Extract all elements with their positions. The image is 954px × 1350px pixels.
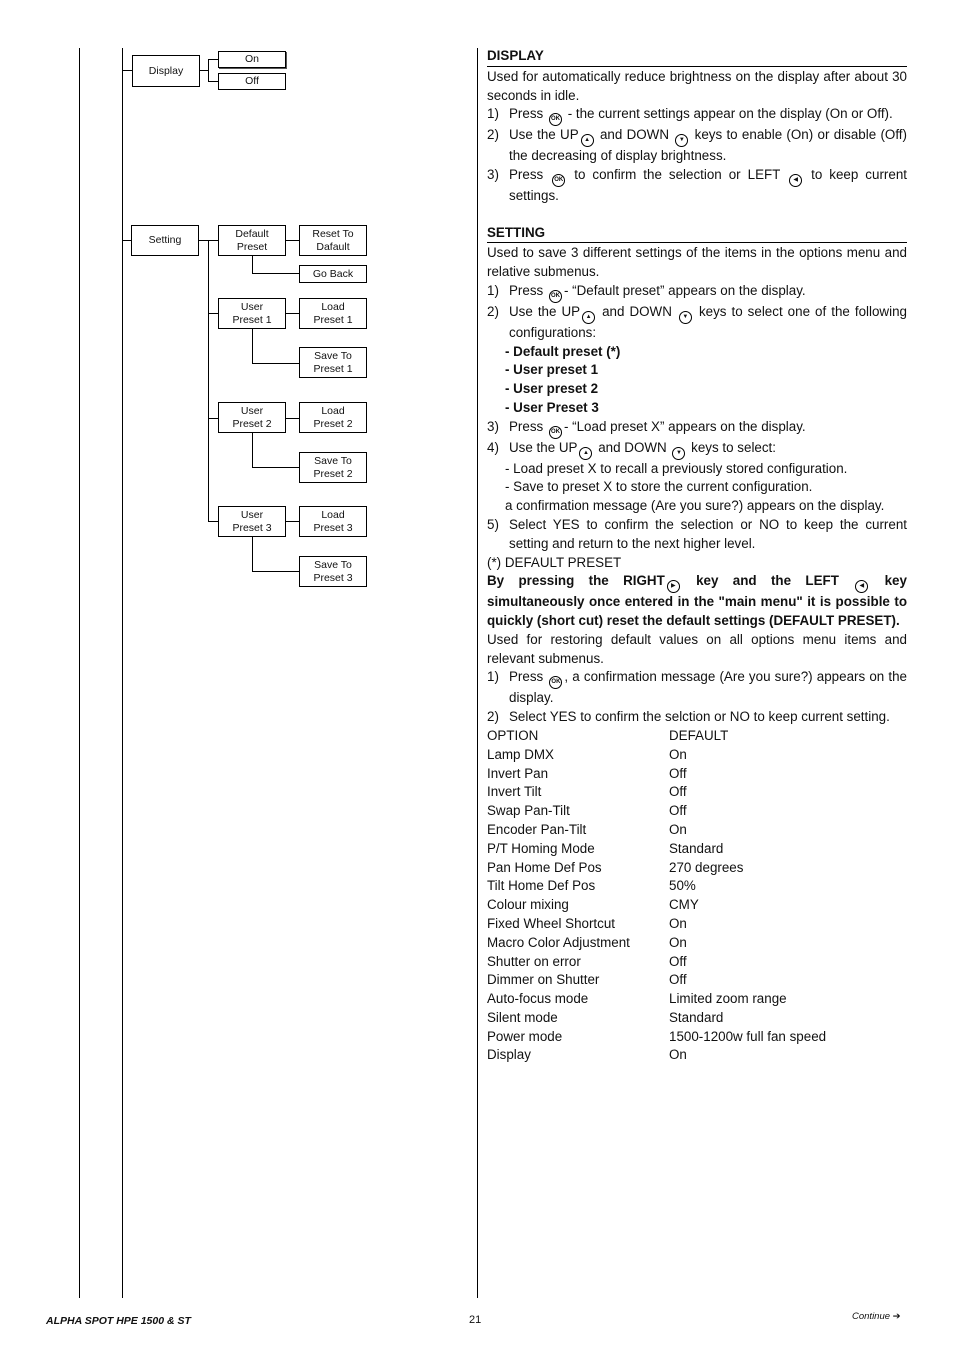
table-row [487,971,907,990]
table-row [487,953,907,972]
down-arrow-icon: ▼ [672,447,685,460]
connector [252,433,253,467]
restore-step-2 [487,708,907,727]
table-cell-option: Macro Color Adjustment [487,934,630,950]
restore-intro: Used for restoring default values on all options menu items and relevant submenus. [487,631,907,666]
step-text: Use the UP [509,303,581,319]
step-text: - “Default preset” appears on the display. [563,283,806,299]
step-text: to confirm the selection or LEFT [574,166,781,182]
step-number: 5) [487,516,499,532]
step-text: keys to select: [691,439,776,455]
step-text: and DOWN [598,439,667,455]
connector [208,240,209,522]
menu-node-default-preset: Default Preset [218,225,286,256]
menu-node-user-preset-1: User Preset 1 [218,298,286,329]
setting-heading: SETTING [487,224,907,244]
menu-node-display-on: On [218,51,286,68]
step-4-option: - Save to preset X to store the current configuration. [505,479,813,495]
connector [252,329,253,363]
table-row [487,1046,907,1065]
table-cell-option: Silent mode [487,1009,558,1025]
menu-node-go-back: Go Back [299,265,367,283]
table-cell-option: Fixed Wheel Shortcut [487,915,616,931]
connector [286,240,299,241]
step-number: 2) [487,303,499,319]
column-divider [477,48,478,1298]
down-arrow-icon: ▼ [675,134,688,147]
ok-button-icon: OK [549,290,562,303]
table-row [487,896,907,915]
table-cell-option: Pan Home Def Pos [487,859,602,875]
margin-rule-left [79,48,80,1298]
menu-node-user-preset-3: User Preset 3 [218,506,286,537]
table-cell-default: On [669,1047,687,1063]
table-cell-default: On [669,746,687,762]
ok-button-icon: OK [549,113,562,126]
table-cell-default: On [669,915,687,931]
config-option: - Default preset (*) [505,343,621,359]
table-row [487,765,907,784]
step-text: to keep current settings. [509,166,907,203]
step-text: Use the UP [509,439,578,455]
connector [252,537,253,571]
step-number: 2) [487,127,499,143]
table-row [487,821,907,840]
config-option: - User Preset 3 [505,400,599,416]
setting-step-3 [487,418,907,439]
continue-label: Continue ➔ [852,1311,901,1322]
setting-step-1 [487,282,907,303]
table-cell-option: Colour mixing [487,897,569,913]
restore-step-1 [487,668,907,708]
connector [286,313,299,314]
setting-intro: Used to save 3 different settings of the items in the options menu and relative submenus. [487,245,907,280]
up-arrow-icon: ▲ [582,311,595,324]
shortcut-note [487,572,907,630]
table-header [487,727,907,746]
menu-node-save-to-preset-2: Save To Preset 2 [299,452,367,483]
table-cell-option: Tilt Home Def Pos [487,878,596,894]
table-row [487,934,907,953]
setting-step-5 [487,516,907,554]
menu-node-save-to-preset-1: Save To Preset 1 [299,347,367,378]
product-name: ALPHA SPOT HPE 1500 & ST [46,1315,191,1327]
margin-rule-tree [122,48,123,1298]
menu-node-setting: Setting [131,225,199,256]
step-text: and DOWN [599,127,669,143]
table-row [487,802,907,821]
display-step-2 [487,126,907,166]
table-cell-option: P/T Homing Mode [487,840,595,856]
table-cell-default: Off [669,803,687,819]
step-number: 4) [487,439,499,455]
table-row [487,840,907,859]
up-arrow-icon: ▲ [579,447,592,460]
setting-step-4 [487,439,907,460]
step-4-note: a confirmation message (Are you sure?) appears on the display. [505,498,885,514]
connector [200,70,208,71]
up-arrow-icon: ▲ [581,134,594,147]
table-cell-default: Off [669,784,687,800]
connector [208,521,218,522]
table-header-option: OPTION [487,727,539,743]
step-text: , a confirmation message (Are you sure?) appears on the display. [509,669,907,706]
table-cell-option: Auto-focus mode [487,991,589,1007]
table-row [487,859,907,878]
step-number: 1) [487,283,499,299]
menu-node-display-off: Off [218,73,286,90]
menu-node-load-preset-3: Load Preset 3 [299,506,367,537]
table-cell-default: On [669,821,687,837]
table-row [487,746,907,765]
table-cell-option: Lamp DMX [487,746,554,762]
step-4-option: - Load preset X to recall a previously stored configuration. [505,460,848,476]
ok-button-icon: OK [552,174,565,187]
step-number: 3) [487,166,499,182]
connector [252,363,299,364]
table-cell-default: 50% [669,878,696,894]
step-text: keys to select one of the following configurations: [509,303,907,340]
step-text: Use the UP [509,127,579,143]
step-text: Press [509,283,544,299]
step-number: 2) [487,709,499,725]
menu-node-load-preset-1: Load Preset 1 [299,298,367,329]
connector [208,59,209,82]
page-number: 21 [469,1314,482,1326]
step-text: Press [509,418,544,434]
table-header-default: DEFAULT [669,727,729,743]
connector [286,521,299,522]
menu-node-display: Display [132,55,200,87]
table-row [487,877,907,896]
table-cell-default: Off [669,765,687,781]
connector [252,467,299,468]
right-arrow-icon: ▶ [667,580,680,593]
display-intro: Used for automatically reduce brightness on the display after about 30 seconds in idle. [487,68,907,103]
step-number: 3) [487,418,499,434]
connector [122,70,132,71]
table-cell-option: Dimmer on Shutter [487,972,600,988]
down-arrow-icon: ▼ [679,311,692,324]
step-text: Press [509,669,544,685]
setting-step-2 [487,303,907,343]
step-text: and DOWN [602,303,672,319]
table-cell-default: Standard [669,840,724,856]
table-cell-option: Display [487,1047,531,1063]
connector [286,418,299,419]
connector [122,240,131,241]
connector [252,571,299,572]
default-preset-title: (*) DEFAULT PRESET [487,554,622,570]
display-heading: DISPLAY [487,47,907,67]
menu-node-save-to-preset-3: Save To Preset 3 [299,556,367,587]
table-cell-default: Standard [669,1009,724,1025]
table-cell-option: Power mode [487,1028,563,1044]
table-cell-option: Shutter on error [487,953,581,969]
table-cell-default: Limited zoom range [669,991,787,1007]
step-text: keys to enable (On) or disable (Off) the decreasing of display brightness. [509,127,907,164]
table-cell-default: 270 degrees [669,859,744,875]
step-text: Select YES to confirm the selction or NO to keep current setting. [509,709,890,725]
left-arrow-icon: ◀ [855,580,868,593]
step-text: Press [509,106,544,122]
connector [208,59,218,60]
connector [208,313,218,314]
connector [208,81,218,82]
step-number: 1) [487,106,499,122]
shortcut-text: key and the LEFT [696,573,839,589]
connector [252,273,299,274]
table-cell-default: Off [669,972,687,988]
connector [208,418,218,419]
config-option: - User preset 2 [505,381,599,397]
table-cell-default: 1500-1200w full fan speed [669,1028,827,1044]
left-arrow-icon: ◀ [789,174,802,187]
step-number: 1) [487,669,499,685]
step-text: - the current settings appear on the display (On or Off). [567,106,893,122]
table-cell-default: On [669,934,687,950]
table-cell-option: Invert Tilt [487,784,542,800]
table-row [487,1028,907,1047]
connector [199,240,208,241]
table-row [487,1009,907,1028]
ok-button-icon: OK [549,676,562,689]
config-option: - User preset 1 [505,362,599,378]
connector [208,240,218,241]
shortcut-text: key simultaneously once entered in the "main menu" it is possible to quickly (short cut) reset the default settings (DEFAULT PRESET). [487,573,907,629]
shortcut-text: By pressing the RIGHT [487,573,665,589]
connector [252,256,253,273]
table-row [487,915,907,934]
table-cell-default: CMY [669,897,699,913]
table-cell-default: Off [669,953,687,969]
ok-button-icon: OK [549,426,562,439]
display-step-1 [487,105,907,126]
defaults-table [487,727,907,1065]
step-text: Press [509,166,544,182]
step-text: Select YES to confirm the selection or NO to keep the current setting and return to the next higher level. [509,516,907,551]
menu-node-reset-to-default: Reset To Dafault [299,225,367,256]
instructions-column [487,47,907,1065]
table-row [487,990,907,1009]
table-row [487,783,907,802]
menu-node-user-preset-2: User Preset 2 [218,402,286,433]
table-cell-option: Invert Pan [487,765,549,781]
table-cell-option: Swap Pan-Tilt [487,803,570,819]
menu-node-load-preset-2: Load Preset 2 [299,402,367,433]
table-cell-option: Encoder Pan-Tilt [487,821,587,837]
step-text: - “Load preset X” appears on the display. [563,418,806,434]
display-step-3 [487,166,907,206]
